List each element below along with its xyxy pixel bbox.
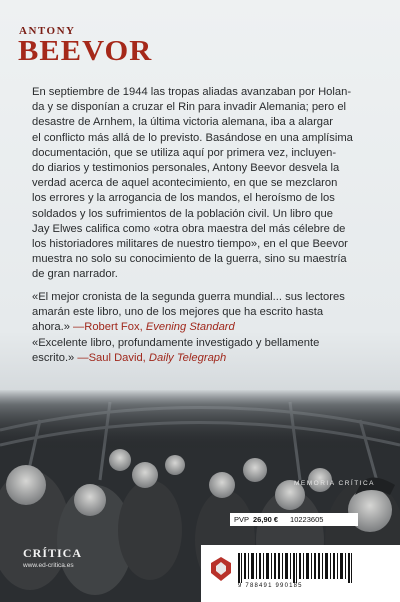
synopsis-line: Jay Elwes califica como «otra obra maestra del más célebre de (32, 222, 346, 235)
synopsis-line: los errores y la arrogancia de los mandos, el heroísmo de los (32, 192, 335, 205)
fsc-seal-icon (210, 556, 232, 582)
quote-line: «Excelente libro, profundamente investigado y bellamente (32, 337, 320, 349)
price-amount: 26,90 € (253, 515, 279, 524)
isbn-digits: 9 788491 990185 (238, 583, 303, 589)
quote-source: Daily Telegraph (148, 352, 227, 365)
quote-last-line (32, 351, 368, 366)
synopsis-line: documentación, que se utiliza aquí por primera vez, incluyen- (32, 146, 337, 159)
quote-line: amarán este libro, uno de los mejores que ha escrito hasta (32, 306, 324, 319)
review-quote (32, 290, 368, 336)
author-last-name: BEEVOR (18, 35, 153, 67)
review-quote (32, 336, 368, 366)
barcode-icon (238, 553, 358, 583)
quote-attribution (70, 321, 235, 333)
quote-attribution (74, 352, 226, 364)
quote-line: «El mejor cronista de la segunda guerra mundial... sus lectores (32, 291, 345, 303)
quote-line: escrito.» (32, 352, 75, 365)
synopsis-text (32, 85, 368, 283)
author-first-name: ANTONY (19, 25, 76, 37)
quote-line: ahora.» (32, 321, 70, 334)
synopsis-line: de gran narrador. (32, 268, 118, 281)
synopsis-line: soldados y los sufrimientos de la población civil. Un libro que (32, 207, 333, 220)
price-prefix: PVP (234, 515, 250, 524)
synopsis-line: da y se disponían a cruzar el Rin para invadir Alemania; pero el (32, 101, 347, 114)
synopsis-line: los historiadores militares de nuestro tiempo», en el que Beevor (32, 238, 348, 251)
quote-source: Evening Standard (145, 321, 235, 334)
publisher-url: www.ed-critica.es (23, 562, 74, 569)
publisher-logo: CRÍTICA (23, 546, 83, 560)
quote-author: —Robert Fox, (69, 321, 146, 334)
price-code: 10223605 (290, 515, 324, 524)
quote-last-line (32, 320, 368, 335)
synopsis-line: muestra no solo su conocimiento de la guerra, sino su maestría (32, 253, 347, 266)
synopsis-line: verdad acerca de aquel acontecimiento, en que se mezclaron (32, 177, 338, 190)
synopsis-line: En septiembre de 1944 las tropas aliadas avanzaban por Holan- (32, 86, 352, 98)
synopsis-line: desastre de Arnhem, la última victoria alemana, iba a alargar (32, 116, 333, 129)
price-label (230, 513, 358, 526)
synopsis-line: el conflicto más allá de lo previsto. Basándose en una amplísima (32, 131, 353, 144)
quote-author: —Saul David, (74, 352, 149, 365)
series-name: MEMORIA CRÍTICA (294, 480, 376, 487)
synopsis-line: do diarios y testimonios personales, Antony Beevor desvela la (32, 162, 340, 175)
